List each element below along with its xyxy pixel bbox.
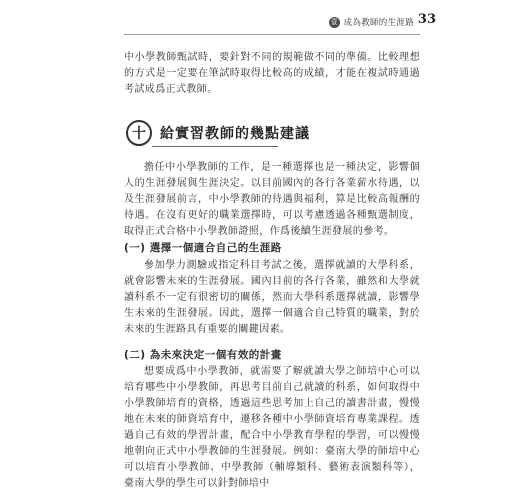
page-number: 33 xyxy=(417,12,436,27)
section-underline xyxy=(152,146,278,147)
subsection-paragraph-2: 想要成爲中小學教師，就需要了解就讀大學之師培中心可以培育哪些中小學教師，再思考目前自己就讀的科系，如何取得中小學教師培育的資格，透過這些思考加上自己的讀書計畫，慢慢地在未來的師資培育中，遷移各種中小學師資培育專業課程。透過自己有效的學習計畫，配合中小學教育學程的學習，可以慢慢地朝向正式中小學教師的生涯發展。例如：臺南大學的師培中心可以培育小學教師、中學教師（輔導類科、藝術表演類科等），臺南大學的學生可以針對師培中 xyxy=(124,366,420,489)
section-number-badge: 十 xyxy=(126,120,152,146)
running-head xyxy=(329,16,414,28)
subsection-paragraph-1: 參加學力測驗或指定科目考試之後，選擇就讀的大學科系，就會影響未來的生涯發展。國內目前的各行各業，雖然和大學就讀科系不一定有很密切的關係，然而大學科系選擇就讀，影響學生未來的生涯發展。因此，選擇一個適合自己特質的職業，對於未來的生涯路具有重要的關鍵因素。 xyxy=(124,260,420,335)
chapter-title: 成為教師的生涯路 xyxy=(343,18,414,28)
chapter-badge-icon: 壹 xyxy=(330,18,338,26)
section-heading xyxy=(126,120,310,146)
subsection-heading-1: (一) 選擇一個適合自己的生涯路 xyxy=(124,242,282,254)
header-divider xyxy=(124,34,420,35)
subsection-heading-2: (二) 為未來決定一個有效的計畫 xyxy=(124,349,282,361)
intro-paragraph: 中小學教師甄試時，要針對不同的規範做不同的準備。比較理想的方式是一定要在筆試時取得比較高的成績，才能在複試時通過考試成爲正式教師。 xyxy=(124,52,420,95)
section-paragraph: 擔任中小學教師的工作，是一種選擇也是一種決定，影響個人的生涯發展與生涯決定。以目前國內的各行各業薪水待遇，以及生涯發展前言，中小學教師的待遇與福利，算是比較高報酬的待遇。在沒有更好的職業選擇時，可以考慮透過各種甄選制度，取得正式合格中小學教師證照，作爲後續生涯發展的參考。 xyxy=(124,162,420,237)
section-title: 給實習教師的幾點建議 xyxy=(160,126,310,142)
